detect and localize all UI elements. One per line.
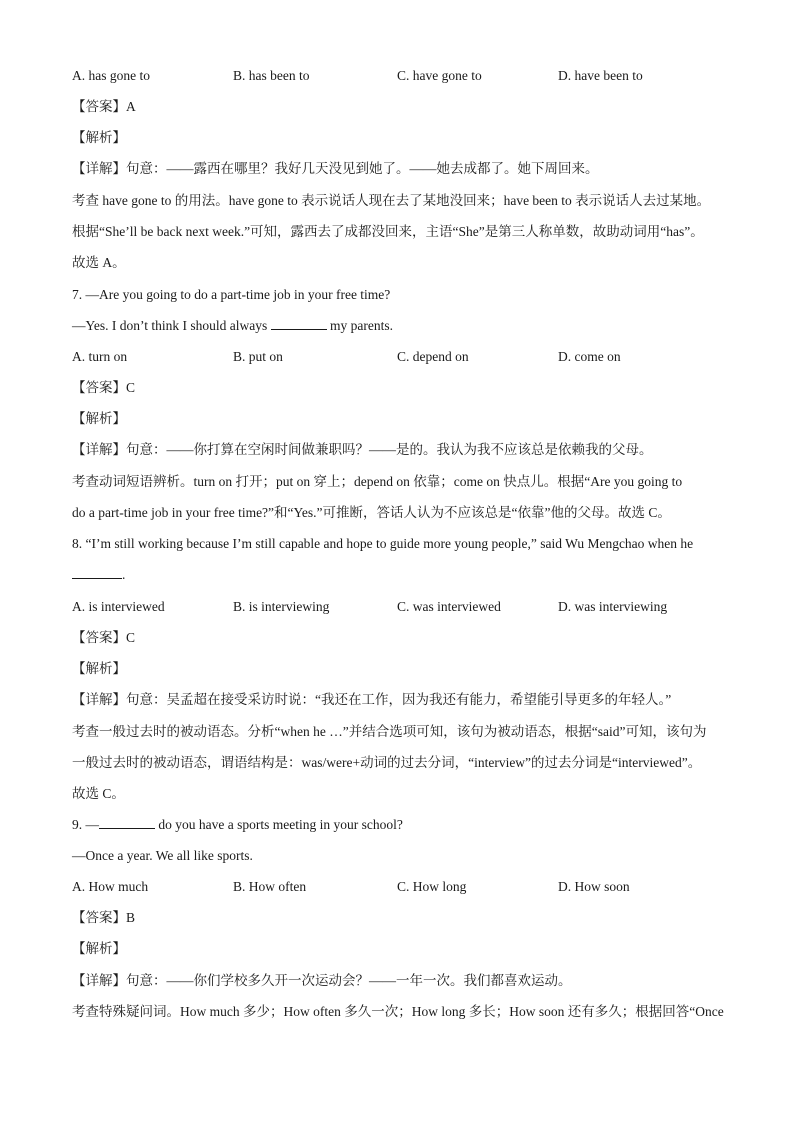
q9-option-a: A. How much bbox=[72, 879, 149, 894]
q8-answer: 【答案】C bbox=[72, 630, 136, 645]
q6-options bbox=[72, 67, 732, 85]
q8-conclusion: 故选 C。 bbox=[72, 786, 125, 801]
q8-detail: 【详解】句意：吴孟超在接受采访时说：“我还在工作，因为我还有能力，希望能引导更多的年轻人。” bbox=[72, 692, 672, 707]
q7-explanation-1: 考查动词短语辨析。turn on 打开；put on 穿上；depend on 依靠；come on 快点儿。根据“Are you going to bbox=[72, 474, 683, 489]
q9-detail: 【详解】句意：——你们学校多久开一次运动会？——一年一次。我们都喜欢运动。 bbox=[72, 973, 572, 988]
q7-stem-2-pre: —Yes. I don’t think I should always bbox=[72, 318, 271, 333]
q9-stem-2: —Once a year. We all like sports. bbox=[72, 848, 253, 863]
q6-answer: 【答案】A bbox=[72, 99, 136, 114]
q9-option-b: B. How often bbox=[233, 879, 307, 894]
q7-detail: 【详解】句意：——你打算在空闲时间做兼职吗？——是的。我认为我不应该总是依赖我的父母。 bbox=[72, 442, 653, 457]
q9-stem-1-post: do you have a sports meeting in your school? bbox=[155, 817, 403, 832]
q6-explanation-1: 考查 have gone to 的用法。have gone to 表示说话人现在去了某地没回来；have been to 表示说话人去过某地。 bbox=[72, 193, 711, 208]
q9-blank bbox=[99, 816, 155, 829]
q9-option-c: C. How long bbox=[397, 879, 467, 894]
q7-answer: 【答案】C bbox=[72, 380, 136, 395]
q7-option-c: C. depend on bbox=[397, 349, 469, 364]
q8-option-c: C. was interviewed bbox=[397, 599, 501, 614]
q9-stem-1 bbox=[72, 816, 732, 834]
q9-stem-1-pre: 9. — bbox=[72, 817, 99, 832]
q8-option-b: B. is interviewing bbox=[233, 599, 330, 614]
q7-stem-2 bbox=[72, 317, 732, 335]
q8-blank bbox=[72, 566, 122, 579]
q9-analysis-heading: 【解析】 bbox=[72, 941, 126, 956]
q6-option-a: A. has gone to bbox=[72, 68, 150, 83]
q7-blank bbox=[271, 317, 327, 330]
q8-options bbox=[72, 598, 732, 616]
q8-stem-1: 8. “I’m still working because I’m still capable and hope to guide more young people,” said Wu Mengchao when he bbox=[72, 536, 694, 551]
q7-option-d: D. come on bbox=[558, 349, 621, 364]
q7-option-b: B. put on bbox=[233, 349, 283, 364]
q6-conclusion: 故选 A。 bbox=[72, 255, 126, 270]
q6-detail: 【详解】句意：——露西在哪里？我好几天没见到她了。——她去成都了。她下周回来。 bbox=[72, 161, 599, 176]
q7-options bbox=[72, 348, 732, 366]
q9-option-d: D. How soon bbox=[558, 879, 630, 894]
q8-option-a: A. is interviewed bbox=[72, 599, 165, 614]
q7-stem-1: 7. —Are you going to do a part-time job in your free time? bbox=[72, 287, 391, 302]
q7-stem-2-post: my parents. bbox=[326, 318, 394, 333]
q8-stem-2 bbox=[72, 566, 732, 584]
q9-options bbox=[72, 878, 732, 896]
q6-option-c: C. have gone to bbox=[397, 68, 482, 83]
q8-explanation-2: 一般过去时的被动语态，谓语结构是：was/were+动词的过去分词，“interview”的过去分词是“interviewed”。 bbox=[72, 755, 702, 770]
q6-option-b: B. has been to bbox=[233, 68, 310, 83]
q7-option-a: A. turn on bbox=[72, 349, 128, 364]
q6-option-d: D. have been to bbox=[558, 68, 643, 83]
q8-option-d: D. was interviewing bbox=[558, 599, 668, 614]
q6-explanation-2: 根据“She’ll be back next week.”可知，露西去了成都没回来，主语“She”是第三人称单数，故助动词用“has”。 bbox=[72, 224, 704, 239]
q8-explanation-1: 考查一般过去时的被动语态。分析“when he …”并结合选项可知，该句为被动语态，根据“said”可知，该句为 bbox=[72, 724, 707, 739]
q8-stem-2-post: . bbox=[122, 567, 126, 582]
q9-explanation-1: 考查特殊疑问词。How much 多少；How often 多久一次；How long 多长；How soon 还有多久；根据回答“Once bbox=[72, 1004, 724, 1019]
q9-answer: 【答案】B bbox=[72, 910, 136, 925]
q6-analysis-heading: 【解析】 bbox=[72, 130, 126, 145]
q7-explanation-2: do a part-time job in your free time?”和“Yes.”可推断，答话人认为不应该总是“依靠”他的父母。故选 C。 bbox=[72, 505, 671, 520]
q8-analysis-heading: 【解析】 bbox=[72, 661, 126, 676]
q7-analysis-heading: 【解析】 bbox=[72, 411, 126, 426]
